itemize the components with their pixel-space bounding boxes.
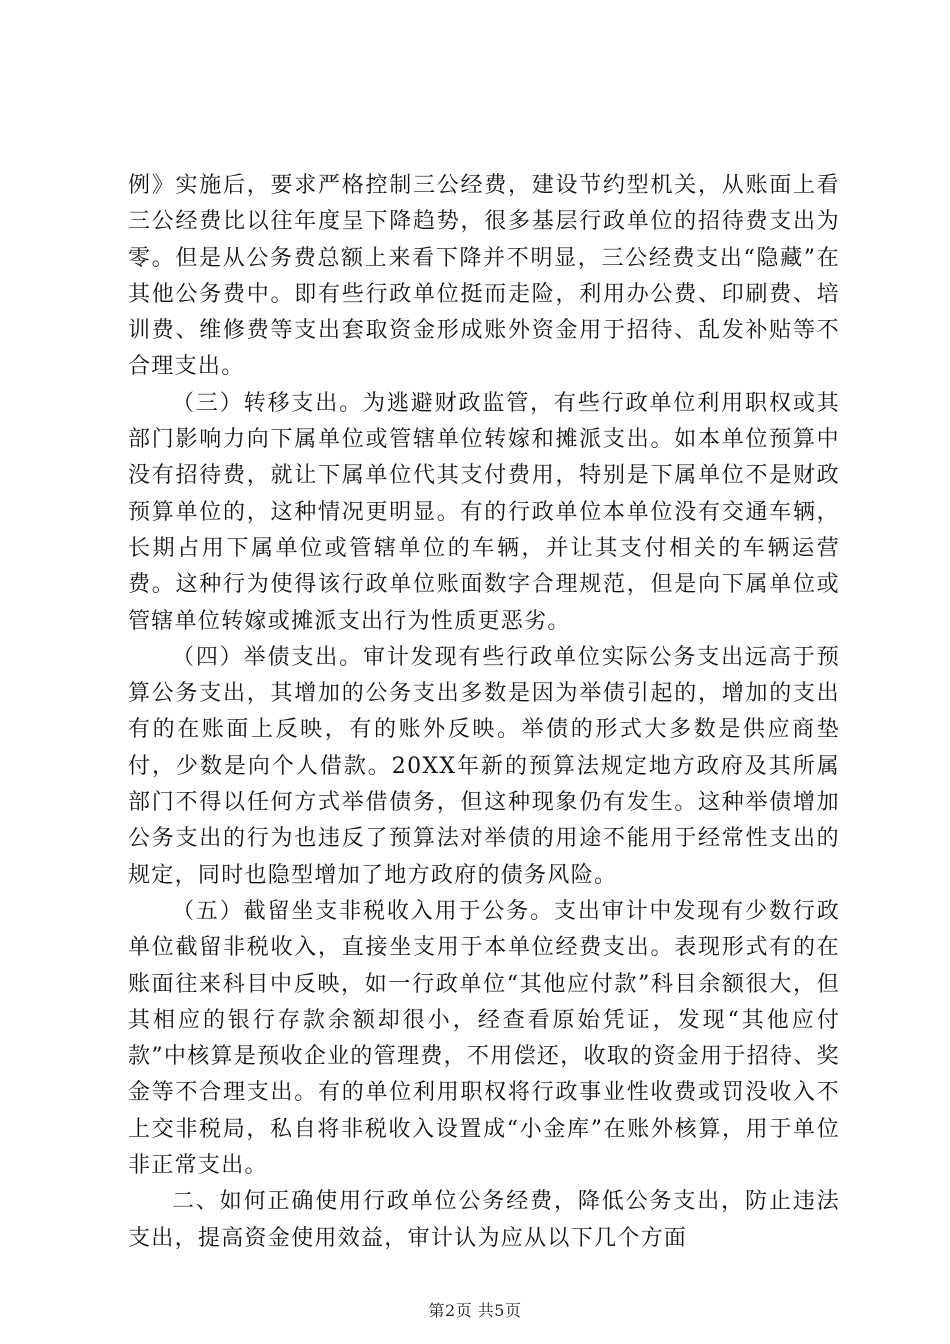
page-number-footer: 第2页 共5页	[428, 1301, 522, 1320]
paragraph-section-two: 二、如何正确使用行政单位公务经费，降低公务支出，防止违法支出，提高资金使用效益，审计认为应从以下几个方面	[128, 1189, 840, 1251]
paragraph-continuation: 例》实施后，要求严格控制三公经费，建设节约型机关，从账面上看三公经费比以往年度呈下降趋势，很多基层行政单位的招待费支出为零。但是从公务费总额上来看下降并不明显，三公经费支出“隐藏”在其他公务费中。即有些行政单位挺而走险，利用办公费、印刷费、培训费、维修费等支出套取资金形成账外资金用于招待、乱发补贴等不合理支出。	[128, 173, 840, 380]
document-body	[128, 168, 840, 1257]
paragraph-transfer-spending: （三）转移支出。为逃避财政监管，有些行政单位利用职权或其部门影响力向下属单位或管辖单位转嫁和摊派支出。如本单位预算中没有招待费，就让下属单位代其支付费用，特别是下属单位不是财政预算单位的，这种情况更明显。有的行政单位本单位没有交通车辆，长期占用下属单位或管辖单位的车辆，并让其支付相关的车辆运营费。这种行为使得该行政单位账面数字合理规范，但是向下属单位或管辖单位转嫁或摊派支出行为性质更恶劣。	[128, 390, 840, 634]
paragraph-non-tax-revenue: （五）截留坐支非税收入用于公务。支出审计中发现有少数行政单位截留非税收入，直接坐支用于本单位经费支出。表现形式有的在账面往来科目中反映，如一行政单位“其他应付款”科目余额很大，但其相应的银行存款余额却很小，经查看原始凭证，发现“其他应付款”中核算是预收企业的管理费，不用偿还，收取的资金用于招待、奖金等不合理支出。有的单位利用职权将行政事业性收费或罚没收入不上交非税局，私自将非税收入设置成“小金库”在账外核算，用于单位非正常支出。	[128, 898, 840, 1179]
paragraph-debt-spending: （四）举债支出。审计发现有些行政单位实际公务支出远高于预算公务支出，其增加的公务支出多数是因为举债引起的，增加的支出有的在账面上反映，有的账外反映。举债的形式大多数是供应商垫付，少数是向个人借款。20XX年新的预算法规定地方政府及其所属部门不得以任何方式举借债务，但这种现象仍有发生。这种举债增加公务支出的行为也违反了预算法对举债的用途不能用于经常性支出的规定，同时也隐型增加了地方政府的债务风险。	[128, 644, 840, 888]
